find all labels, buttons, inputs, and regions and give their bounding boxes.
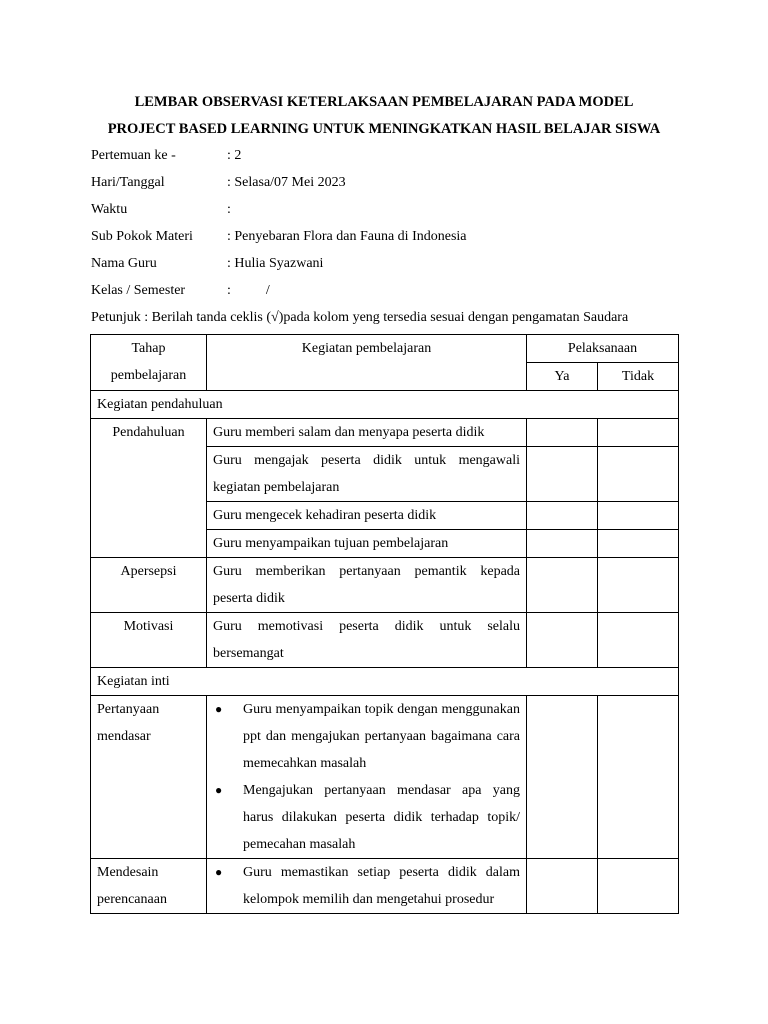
section-row-inti [91, 668, 679, 696]
bullet-icon: ● [215, 783, 223, 797]
info-row-waktu [91, 199, 691, 226]
activity-cell [207, 696, 527, 859]
section-title: Kegiatan inti [91, 668, 679, 696]
info-label: Sub Pokok Materi [91, 229, 193, 244]
info-label: Kelas / Semester [91, 283, 186, 298]
section-row-pendahuluan [91, 391, 679, 419]
tidak-check-cell[interactable] [598, 859, 679, 914]
ya-check-cell[interactable] [527, 447, 598, 502]
info-row-hari-tanggal [91, 172, 691, 199]
info-value: : 2 [227, 148, 242, 163]
activity-cell: Guru memberi salam dan menyapa peserta didik [207, 419, 527, 447]
document-title-line-2: PROJECT BASED LEARNING UNTUK MENINGKATKAN HASIL BELAJAR SISWA [107, 121, 661, 137]
table-row [91, 696, 679, 859]
ya-check-cell[interactable] [527, 859, 598, 914]
header-tahap-line1: Tahap [131, 341, 166, 356]
info-value: : / [227, 283, 270, 298]
bullet-item [213, 859, 520, 913]
section-title: Kegiatan pendahuluan [91, 391, 679, 419]
header-ya: Ya [527, 363, 598, 391]
info-label: Hari/Tanggal [91, 175, 165, 190]
activity-cell [207, 859, 527, 914]
info-label: Nama Guru [91, 256, 157, 271]
header-tahap [91, 335, 207, 391]
activity-cell: Guru menyampaikan tujuan pembelajaran [207, 530, 527, 558]
info-value: : Hulia Syazwani [227, 256, 324, 271]
info-block [91, 145, 691, 307]
header-pelaksanaan: Pelaksanaan [527, 335, 679, 363]
tidak-check-cell[interactable] [598, 696, 679, 859]
header-kegiatan: Kegiatan pembelajaran [207, 335, 527, 391]
info-value: : Selasa/07 Mei 2023 [227, 175, 346, 190]
header-tahap-line2: pembelajaran [110, 368, 187, 383]
activity-cell: Guru mengajak peserta didik untuk mengawali kegiatan pembelajaran [207, 447, 527, 502]
ya-check-cell[interactable] [527, 558, 598, 613]
info-row-nama-guru [91, 253, 691, 280]
stage-label-apersepsi: Apersepsi [91, 558, 207, 613]
bullet-icon: ● [215, 865, 223, 879]
bullet-item [213, 696, 520, 777]
table-row [91, 859, 679, 914]
observation-table [90, 334, 679, 914]
stage-label-motivasi: Motivasi [91, 613, 207, 668]
info-value: : Penyebaran Flora dan Fauna di Indonesia [227, 229, 467, 244]
tidak-check-cell[interactable] [598, 613, 679, 668]
document-title-line-1: LEMBAR OBSERVASI KETERLAKSAAN PEMBELAJARAN PADA MODEL [134, 94, 634, 110]
ya-check-cell[interactable] [527, 530, 598, 558]
instruction-text: Petunjuk : Berilah tanda ceklis (√)pada kolom yeng tersedia sesuai dengan pengamatan Saudara [91, 310, 629, 325]
tidak-check-cell[interactable] [598, 558, 679, 613]
stage-label-pertanyaan-mendasar: Pertanyaan mendasar [91, 696, 207, 859]
info-row-kelas-semester [91, 280, 691, 307]
activity-cell: Guru memotivasi peserta didik untuk selalu bersemangat [207, 613, 527, 668]
bullet-text: Guru memastikan setiap peserta didik dalam kelompok memilih dan mengetahui prosedur [243, 865, 520, 907]
tidak-check-cell[interactable] [598, 502, 679, 530]
bullet-item [213, 777, 520, 858]
tidak-check-cell[interactable] [598, 447, 679, 502]
ya-check-cell[interactable] [527, 502, 598, 530]
bullet-icon: ● [215, 702, 223, 716]
info-label: Pertemuan ke - [91, 148, 176, 163]
tidak-check-cell[interactable] [598, 530, 679, 558]
info-row-sub-pokok-materi [91, 226, 691, 253]
info-value: : [227, 202, 231, 217]
ya-check-cell[interactable] [527, 696, 598, 859]
table-row [91, 613, 679, 668]
bullet-text: Mengajukan pertanyaan mendasar apa yang harus dilakukan peserta didik terhadap topik/ pemecahan masalah [243, 783, 520, 852]
ya-check-cell[interactable] [527, 613, 598, 668]
stage-label-mendesain-perencanaan: Mendesain perencanaan [91, 859, 207, 914]
activity-cell: Guru mengecek kehadiran peserta didik [207, 502, 527, 530]
bullet-text: Guru menyampaikan topik dengan menggunakan ppt dan mengajukan pertanyaan bagaimana cara memecahkan masalah [243, 702, 520, 771]
tidak-check-cell[interactable] [598, 419, 679, 447]
info-label: Waktu [91, 202, 128, 217]
ya-check-cell[interactable] [527, 419, 598, 447]
table-header-row [91, 335, 679, 363]
stage-label-pendahuluan: Pendahuluan [91, 419, 207, 558]
header-tidak: Tidak [598, 363, 679, 391]
table-row [91, 558, 679, 613]
activity-cell: Guru memberikan pertanyaan pemantik kepada peserta didik [207, 558, 527, 613]
table-row [91, 419, 679, 447]
info-row-pertemuan [91, 145, 691, 172]
